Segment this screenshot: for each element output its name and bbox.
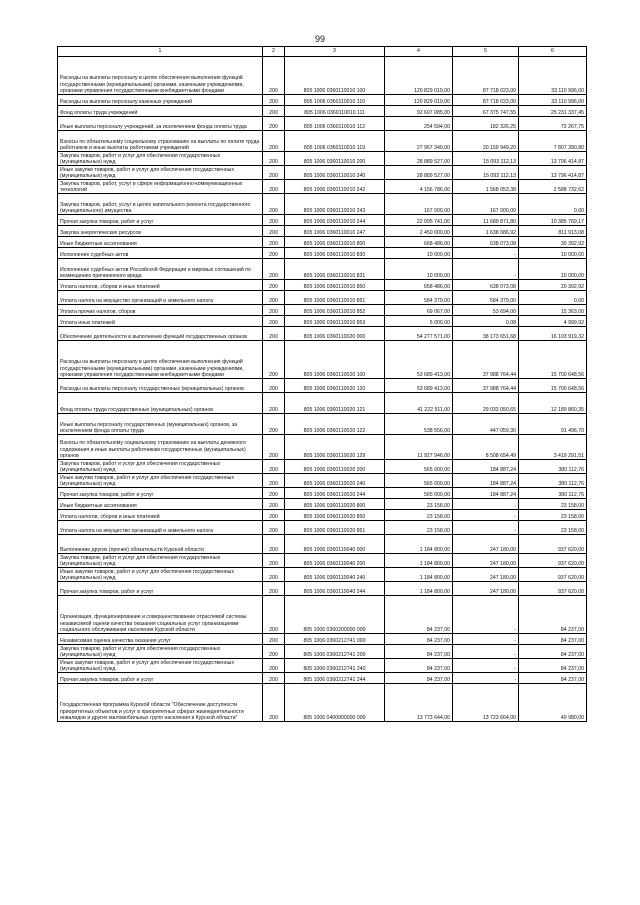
row-code: 200 bbox=[263, 131, 285, 152]
row-amount-col6: 0,00 bbox=[519, 291, 587, 305]
row-description: Уплата налогов, сборов и иных платежей bbox=[58, 280, 263, 291]
row-amount-col4: 13 773 644,00 bbox=[385, 684, 453, 722]
row-amount-col6: 811 913,08 bbox=[519, 226, 587, 237]
table-row bbox=[58, 226, 587, 237]
row-budget-code: 805 1006 0360110020 000 bbox=[285, 327, 385, 341]
row-amount-col4: 84 237,00 bbox=[385, 645, 453, 659]
row-budget-code: 805 1006 0360110010 200 bbox=[285, 152, 385, 166]
row-budget-code: 805 1006 0360110020 851 bbox=[285, 521, 385, 535]
row-amount-col5: 184 887,24 bbox=[453, 460, 519, 474]
page-number: 99 bbox=[314, 34, 325, 44]
row-code: 200 bbox=[263, 327, 285, 341]
row-amount-col5: 0,08 bbox=[453, 316, 519, 327]
row-amount-col5: 20 159 949,20 bbox=[453, 131, 519, 152]
row-budget-code: 805 1006 0360110020 121 bbox=[285, 393, 385, 414]
table-row bbox=[58, 166, 587, 180]
table-row bbox=[58, 554, 587, 568]
row-amount-col6: 72 267,75 bbox=[519, 117, 587, 131]
row-budget-code: 805 1006 0360110040 200 bbox=[285, 554, 385, 568]
table-row bbox=[58, 673, 587, 684]
row-description: Иные закупки товаров, работ и услуг для обеспечения государственных (муниципальных) нужд bbox=[58, 474, 263, 488]
table-row bbox=[58, 95, 587, 106]
row-amount-col5: 184 887,24 bbox=[453, 474, 519, 488]
row-amount-col4: 2 450 000,00 bbox=[385, 226, 453, 237]
row-amount-col6: 13 796 414,87 bbox=[519, 152, 587, 166]
table-row bbox=[58, 474, 587, 488]
row-amount-col5: - bbox=[453, 521, 519, 535]
table-row bbox=[58, 684, 587, 722]
table-row bbox=[58, 180, 587, 194]
row-budget-code: 805 1006 0360110040 000 bbox=[285, 535, 385, 554]
row-budget-code: 805 1006 0360110010 851 bbox=[285, 291, 385, 305]
row-amount-col4: 84 237,00 bbox=[385, 659, 453, 673]
row-amount-col4: 10 000,00 bbox=[385, 259, 453, 280]
row-amount-col6: 23 158,00 bbox=[519, 499, 587, 510]
row-budget-code: 805 1006 0360110010 243 bbox=[285, 194, 385, 215]
row-code: 200 bbox=[263, 237, 285, 248]
row-amount-col4: 23 158,00 bbox=[385, 499, 453, 510]
row-amount-col6: 16 103 919,32 bbox=[519, 327, 587, 341]
row-description: Уплата налога на имущество организаций и земельного налога bbox=[58, 291, 263, 305]
row-description: Исполнение судебных актов bbox=[58, 248, 263, 259]
row-budget-code: 805 1006 0360110010 850 bbox=[285, 280, 385, 291]
row-code: 200 bbox=[263, 634, 285, 645]
row-amount-col4: 69 067,00 bbox=[385, 305, 453, 316]
table-row bbox=[58, 57, 587, 95]
row-code: 200 bbox=[263, 180, 285, 194]
row-amount-col5: 1 638 086,92 bbox=[453, 226, 519, 237]
row-budget-code: 805 1006 0360110020 240 bbox=[285, 474, 385, 488]
row-amount-col5: - bbox=[453, 510, 519, 521]
row-code: 200 bbox=[263, 248, 285, 259]
row-description: Прочая закупка товаров, работ и услуг bbox=[58, 582, 263, 596]
row-description: Уплата прочих налогов, сборов bbox=[58, 305, 263, 316]
row-description: Уплата налогов, сборов и иных платежей bbox=[58, 510, 263, 521]
row-amount-col6: 937 620,00 bbox=[519, 554, 587, 568]
row-description: Иные закупки товаров, работ и услуг для обеспечения государственных (муниципальных) нужд bbox=[58, 659, 263, 673]
row-description: Выполнение других (прочих) обязательств Курской области bbox=[58, 535, 263, 554]
row-amount-col6: 937 620,00 bbox=[519, 568, 587, 582]
row-code: 200 bbox=[263, 291, 285, 305]
row-description: Взносы по обязательному социальному страхованию на выплаты денежного содержания и иные выплаты работникам государственных (муниципальных) органов bbox=[58, 435, 263, 460]
row-amount-col6: 12 189 860,35 bbox=[519, 393, 587, 414]
row-budget-code: 805 1006 0360212741 200 bbox=[285, 645, 385, 659]
row-amount-col4: 41 222 911,00 bbox=[385, 393, 453, 414]
row-budget-code: 805 1006 0360110010 112 bbox=[285, 117, 385, 131]
row-code: 200 bbox=[263, 645, 285, 659]
row-amount-col5: 184 887,24 bbox=[453, 488, 519, 499]
row-budget-code: 805 1006 0360212741 244 bbox=[285, 673, 385, 684]
row-amount-col6: 49 980,00 bbox=[519, 684, 587, 722]
row-amount-col4: 10 000,00 bbox=[385, 248, 453, 259]
table-row bbox=[58, 327, 587, 341]
row-amount-col4: 254 594,00 bbox=[385, 117, 453, 131]
table-row bbox=[58, 535, 587, 554]
row-amount-col5: 447 059,30 bbox=[453, 414, 519, 435]
row-code: 200 bbox=[263, 568, 285, 582]
table-row bbox=[58, 316, 587, 327]
row-amount-col4: 1 184 800,00 bbox=[385, 582, 453, 596]
table-row bbox=[58, 521, 587, 535]
row-budget-code: 805 1006 0360110020 850 bbox=[285, 510, 385, 521]
table-row bbox=[58, 460, 587, 474]
header-col-6: 6 bbox=[519, 47, 587, 57]
table-row bbox=[58, 152, 587, 166]
row-amount-col5: 37 988 764,44 bbox=[453, 341, 519, 379]
row-amount-col6: 15 700 648,56 bbox=[519, 341, 587, 379]
table-row bbox=[58, 259, 587, 280]
row-code: 200 bbox=[263, 57, 285, 95]
row-amount-col4: 538 556,00 bbox=[385, 414, 453, 435]
row-amount-col5: 15 093 112,13 bbox=[453, 152, 519, 166]
row-amount-col4: 668 486,00 bbox=[385, 237, 453, 248]
table-row bbox=[58, 237, 587, 248]
header-col-3: 3 bbox=[285, 47, 385, 57]
row-amount-col6: 33 110 996,00 bbox=[519, 95, 587, 106]
table-row bbox=[58, 106, 587, 117]
table-row bbox=[58, 582, 587, 596]
row-amount-col4: 565 000,00 bbox=[385, 460, 453, 474]
row-budget-code: 805 1006 0360110010 119 bbox=[285, 131, 385, 152]
row-amount-col5: 11 689 871,80 bbox=[453, 215, 519, 226]
row-amount-col6: 937 620,00 bbox=[519, 535, 587, 554]
row-budget-code: 805 1006 0360110020 200 bbox=[285, 460, 385, 474]
row-code: 200 bbox=[263, 659, 285, 673]
table-row bbox=[58, 305, 587, 316]
row-amount-col6: 15 363,00 bbox=[519, 305, 587, 316]
table-row bbox=[58, 596, 587, 634]
row-amount-col5: 8 508 654,49 bbox=[453, 435, 519, 460]
row-description: Закупка товаров, работ и услуг для обеспечения государственных (муниципальных) нужд bbox=[58, 460, 263, 474]
row-amount-col4: 53 689 413,00 bbox=[385, 341, 453, 379]
table-header-row bbox=[58, 47, 587, 57]
row-amount-col5: - bbox=[453, 248, 519, 259]
row-amount-col4: 53 689 413,00 bbox=[385, 379, 453, 393]
row-description: Закупка товаров, работ и услуг для обеспечения государственных (муниципальных) нужд bbox=[58, 645, 263, 659]
row-description: Расходы на выплаты персоналу в целях обеспечения выполнения функций государственными (муниципальными) органами, казенными учреждениями, органами управления государственными внебюджетными фондами bbox=[58, 57, 263, 95]
row-budget-code: 805 1006 0360110010 111 bbox=[285, 106, 385, 117]
row-amount-col5: - bbox=[453, 645, 519, 659]
row-amount-col6: 84 237,00 bbox=[519, 645, 587, 659]
row-amount-col5: 247 180,00 bbox=[453, 568, 519, 582]
row-budget-code: 805 1006 0360110010 830 bbox=[285, 248, 385, 259]
table-row bbox=[58, 341, 587, 379]
header-col-5: 5 bbox=[453, 47, 519, 57]
table-row bbox=[58, 215, 587, 226]
row-code: 200 bbox=[263, 535, 285, 554]
row-amount-col5: - bbox=[453, 659, 519, 673]
header-col-4: 4 bbox=[385, 47, 453, 57]
row-amount-col6: 20 392,92 bbox=[519, 280, 587, 291]
row-description: Фонд оплаты труда учреждений bbox=[58, 106, 263, 117]
row-description: Уплата налога на имущество организаций и земельного налога bbox=[58, 521, 263, 535]
row-amount-col6: 91 496,70 bbox=[519, 414, 587, 435]
row-description: Обеспечение деятельности и выполнение функций государственных органов bbox=[58, 327, 263, 341]
row-code: 200 bbox=[263, 414, 285, 435]
table-row bbox=[58, 488, 587, 499]
row-code: 200 bbox=[263, 596, 285, 634]
row-code: 200 bbox=[263, 435, 285, 460]
row-amount-col6: 84 237,00 bbox=[519, 673, 587, 684]
table-row bbox=[58, 510, 587, 521]
row-amount-col6: 4 999,92 bbox=[519, 316, 587, 327]
row-amount-col6: 84 237,00 bbox=[519, 634, 587, 645]
row-amount-col4: 1 184 800,00 bbox=[385, 554, 453, 568]
row-amount-col4: 1 184 800,00 bbox=[385, 568, 453, 582]
row-amount-col5: 638 073,08 bbox=[453, 237, 519, 248]
row-amount-col4: 120 829 019,00 bbox=[385, 57, 453, 95]
row-amount-col5: - bbox=[453, 499, 519, 510]
row-amount-col6: 380 112,76 bbox=[519, 488, 587, 499]
row-amount-col5: 247 180,00 bbox=[453, 535, 519, 554]
row-description: Иные закупки товаров, работ и услуг для обеспечения государственных (муниципальных) нужд bbox=[58, 568, 263, 582]
row-amount-col6: 15 700 648,56 bbox=[519, 379, 587, 393]
row-code: 200 bbox=[263, 117, 285, 131]
row-amount-col6: 33 110 996,00 bbox=[519, 57, 587, 95]
table-row bbox=[58, 194, 587, 215]
row-amount-col4: 54 277 571,00 bbox=[385, 327, 453, 341]
row-amount-col5: 67 375 747,55 bbox=[453, 106, 519, 117]
row-code: 200 bbox=[263, 554, 285, 568]
row-description: Иные выплаты персоналу учреждений, за исключением фонда оплаты труда bbox=[58, 117, 263, 131]
row-code: 200 bbox=[263, 280, 285, 291]
row-amount-col6: 2 588 732,62 bbox=[519, 180, 587, 194]
row-description: Независимая оценка качества оказания услуг bbox=[58, 634, 263, 645]
row-amount-col5: 584 379,00 bbox=[453, 291, 519, 305]
row-amount-col5: - bbox=[453, 596, 519, 634]
row-budget-code: 805 1006 0360110010 852 bbox=[285, 305, 385, 316]
row-amount-col6: 10 000,00 bbox=[519, 259, 587, 280]
row-description: Прочая закупка товаров, работ и услуг bbox=[58, 488, 263, 499]
row-amount-col5: - bbox=[453, 634, 519, 645]
row-code: 200 bbox=[263, 166, 285, 180]
row-code: 200 bbox=[263, 152, 285, 166]
table-row bbox=[58, 645, 587, 659]
row-description: Закупка товаров, работ, услуг в сфере информационно-коммуникационных технологий bbox=[58, 180, 263, 194]
table-row bbox=[58, 393, 587, 414]
row-amount-col5: 53 694,00 bbox=[453, 305, 519, 316]
table-row bbox=[58, 435, 587, 460]
row-amount-col4: 565 000,00 bbox=[385, 488, 453, 499]
row-amount-col4: 23 158,00 bbox=[385, 510, 453, 521]
row-amount-col5: 13 723 664,00 bbox=[453, 684, 519, 722]
row-budget-code: 805 1006 0400000000 000 bbox=[285, 684, 385, 722]
row-amount-col5: 247 180,00 bbox=[453, 554, 519, 568]
row-amount-col5: 247 180,00 bbox=[453, 582, 519, 596]
row-amount-col4: 84 237,00 bbox=[385, 634, 453, 645]
row-code: 200 bbox=[263, 582, 285, 596]
row-code: 200 bbox=[263, 316, 285, 327]
row-budget-code: 805 1006 0360110020 244 bbox=[285, 488, 385, 499]
row-code: 200 bbox=[263, 499, 285, 510]
row-budget-code: 805 1006 0360110010 831 bbox=[285, 259, 385, 280]
row-budget-code: 805 1006 0360110010 244 bbox=[285, 215, 385, 226]
row-amount-col6: 23 158,00 bbox=[519, 510, 587, 521]
header-col-1: 1 bbox=[58, 47, 263, 57]
row-amount-col4: 584 379,00 bbox=[385, 291, 453, 305]
row-budget-code: 805 1006 0360110010 100 bbox=[285, 57, 385, 95]
row-amount-col6: 7 807 390,80 bbox=[519, 131, 587, 152]
row-amount-col4: 120 829 019,00 bbox=[385, 95, 453, 106]
row-code: 200 bbox=[263, 341, 285, 379]
table-row bbox=[58, 499, 587, 510]
table-row bbox=[58, 659, 587, 673]
row-amount-col5: 87 718 023,00 bbox=[453, 57, 519, 95]
row-amount-col6: 25 231 337,45 bbox=[519, 106, 587, 117]
row-budget-code: 805 1006 0360110010 853 bbox=[285, 316, 385, 327]
row-code: 200 bbox=[263, 673, 285, 684]
table-row bbox=[58, 117, 587, 131]
row-amount-col6: 30 392,92 bbox=[519, 237, 587, 248]
row-amount-col4: 5 000,00 bbox=[385, 316, 453, 327]
row-code: 200 bbox=[263, 95, 285, 106]
row-amount-col4: 658 486,00 bbox=[385, 280, 453, 291]
table-row bbox=[58, 248, 587, 259]
row-code: 200 bbox=[263, 393, 285, 414]
row-budget-code: 805 1006 0360110010 800 bbox=[285, 237, 385, 248]
row-amount-col4: 84 237,00 bbox=[385, 673, 453, 684]
row-amount-col5: - bbox=[453, 259, 519, 280]
row-code: 200 bbox=[263, 106, 285, 117]
row-amount-col5: 167 000,00 bbox=[453, 194, 519, 215]
row-amount-col6: 10 000,00 bbox=[519, 248, 587, 259]
row-budget-code: 805 1006 0360110020 800 bbox=[285, 499, 385, 510]
row-amount-col5: - bbox=[453, 673, 519, 684]
row-description: Расходы на выплаты персоналу в целях обеспечения выполнения функций государственными (муниципальными) органами, казенными учреждениями, органами управления государственными внебюджетными фондами bbox=[58, 341, 263, 379]
row-amount-col4: 167 000,00 bbox=[385, 194, 453, 215]
row-budget-code: 805 1006 0360110040 244 bbox=[285, 582, 385, 596]
row-budget-code: 805 1006 0360110010 240 bbox=[285, 166, 385, 180]
row-amount-col5: 37 988 764,44 bbox=[453, 379, 519, 393]
table-row bbox=[58, 291, 587, 305]
row-code: 200 bbox=[263, 460, 285, 474]
budget-table bbox=[57, 46, 587, 722]
table-row bbox=[58, 414, 587, 435]
row-description: Государственная программа Курской области "Обеспечение доступности приоритетных объектов и услуг в приоритетных сферах жизнедеятельности инвалидов и других маломобильных групп населения в Курской области" bbox=[58, 684, 263, 722]
row-budget-code: 805 1006 0360200000 000 bbox=[285, 596, 385, 634]
row-amount-col5: 87 718 023,00 bbox=[453, 95, 519, 106]
row-description: Прочая закупка товаров, работ и услуг bbox=[58, 673, 263, 684]
row-amount-col4: 28 889 527,00 bbox=[385, 166, 453, 180]
row-amount-col6: 10 385 769,17 bbox=[519, 215, 587, 226]
row-amount-col6: 3 419 291,51 bbox=[519, 435, 587, 460]
row-code: 200 bbox=[263, 521, 285, 535]
row-budget-code: 805 1006 0360110020 122 bbox=[285, 414, 385, 435]
row-budget-code: 805 1006 0360110020 120 bbox=[285, 379, 385, 393]
row-budget-code: 805 1006 0360110020 100 bbox=[285, 341, 385, 379]
row-amount-col5: 1 568 053,38 bbox=[453, 180, 519, 194]
row-amount-col4: 27 967 340,00 bbox=[385, 131, 453, 152]
row-description: Прочая закупка товаров, работ и услуг bbox=[58, 215, 263, 226]
row-budget-code: 805 1006 0360212741 240 bbox=[285, 659, 385, 673]
row-description: Расходы на выплаты персоналу государственных (муниципальных) органов bbox=[58, 379, 263, 393]
row-amount-col4: 11 927 946,00 bbox=[385, 435, 453, 460]
row-amount-col5: 182 326,25 bbox=[453, 117, 519, 131]
row-amount-col6: 0,00 bbox=[519, 194, 587, 215]
row-description: Иные бюджетные ассигнования bbox=[58, 499, 263, 510]
row-description: Закупка энергетических ресурсов bbox=[58, 226, 263, 237]
table-row bbox=[58, 568, 587, 582]
row-code: 200 bbox=[263, 488, 285, 499]
table-row bbox=[58, 379, 587, 393]
row-amount-col6: 13 796 414,87 bbox=[519, 166, 587, 180]
row-amount-col6: 84 237,00 bbox=[519, 659, 587, 673]
row-budget-code: 805 1006 0360110010 110 bbox=[285, 95, 385, 106]
row-amount-col5: 15 093 112,13 bbox=[453, 166, 519, 180]
row-budget-code: 805 1006 0360110010 247 bbox=[285, 226, 385, 237]
row-amount-col6: 84 237,00 bbox=[519, 596, 587, 634]
row-description: Уплата иных платежей bbox=[58, 316, 263, 327]
row-description: Закупка товаров, работ и услуг для обеспечения государственных (муниципальных) нужд bbox=[58, 152, 263, 166]
row-amount-col5: 638 073,08 bbox=[453, 280, 519, 291]
row-description: Фонд оплаты труда государственных (муниципальных) органов bbox=[58, 393, 263, 414]
row-amount-col4: 84 237,00 bbox=[385, 596, 453, 634]
row-code: 200 bbox=[263, 305, 285, 316]
row-budget-code: 805 1006 0360212741 000 bbox=[285, 634, 385, 645]
row-amount-col6: 380 112,76 bbox=[519, 460, 587, 474]
row-code: 200 bbox=[263, 194, 285, 215]
row-amount-col4: 92 607 085,00 bbox=[385, 106, 453, 117]
row-description: Взносы по обязательному социальному страхованию на выплаты по оплате труда работников и иные выплаты работникам учреждений bbox=[58, 131, 263, 152]
table-row bbox=[58, 634, 587, 645]
row-description: Исполнение судебных актов Российской Федерации и мировых соглашений по возмещению причиненного вреда bbox=[58, 259, 263, 280]
table-row bbox=[58, 131, 587, 152]
row-amount-col4: 28 889 527,00 bbox=[385, 152, 453, 166]
row-description: Закупка товаров, работ и услуг для обеспечения государственных (муниципальных) нужд bbox=[58, 554, 263, 568]
row-budget-code: 805 1006 0360110010 242 bbox=[285, 180, 385, 194]
row-code: 200 bbox=[263, 226, 285, 237]
row-code: 200 bbox=[263, 215, 285, 226]
row-amount-col4: 23 158,00 bbox=[385, 521, 453, 535]
row-amount-col5: 29 033 050,65 bbox=[453, 393, 519, 414]
row-code: 200 bbox=[263, 259, 285, 280]
row-code: 200 bbox=[263, 510, 285, 521]
row-description: Расходы на выплаты персоналу казенных учреждений bbox=[58, 95, 263, 106]
row-code: 200 bbox=[263, 474, 285, 488]
table-body bbox=[58, 57, 587, 722]
row-amount-col4: 22 095 741,00 bbox=[385, 215, 453, 226]
row-amount-col6: 380 112,76 bbox=[519, 474, 587, 488]
row-budget-code: 805 1006 0360110020 129 bbox=[285, 435, 385, 460]
row-description: Иные закупки товаров, работ и услуг для обеспечения государственных (муниципальных) нужд bbox=[58, 166, 263, 180]
row-amount-col6: 937 620,00 bbox=[519, 582, 587, 596]
row-budget-code: 805 1006 0360110040 240 bbox=[285, 568, 385, 582]
row-code: 200 bbox=[263, 684, 285, 722]
header-col-2: 2 bbox=[263, 47, 285, 57]
row-amount-col5: 38 173 651,68 bbox=[453, 327, 519, 341]
row-description: Иные выплаты персоналу государственных (муниципальных) органов, за исключением фонда оплаты труда bbox=[58, 414, 263, 435]
row-amount-col4: 1 184 800,00 bbox=[385, 535, 453, 554]
table-row bbox=[58, 280, 587, 291]
row-amount-col4: 565 000,00 bbox=[385, 474, 453, 488]
row-amount-col6: 23 158,00 bbox=[519, 521, 587, 535]
row-description: Закупка товаров, работ, услуг в целях капитального ремонта государственного (муниципального) имущества bbox=[58, 194, 263, 215]
row-code: 200 bbox=[263, 379, 285, 393]
row-amount-col4: 4 156 786,00 bbox=[385, 180, 453, 194]
row-description: Иные бюджетные ассигнования bbox=[58, 237, 263, 248]
row-description: Организация, функционирование и совершенствование отраслевой системы независимой оценки качества оказания социальных услуг организациями социального обслуживания населения Курской области bbox=[58, 596, 263, 634]
